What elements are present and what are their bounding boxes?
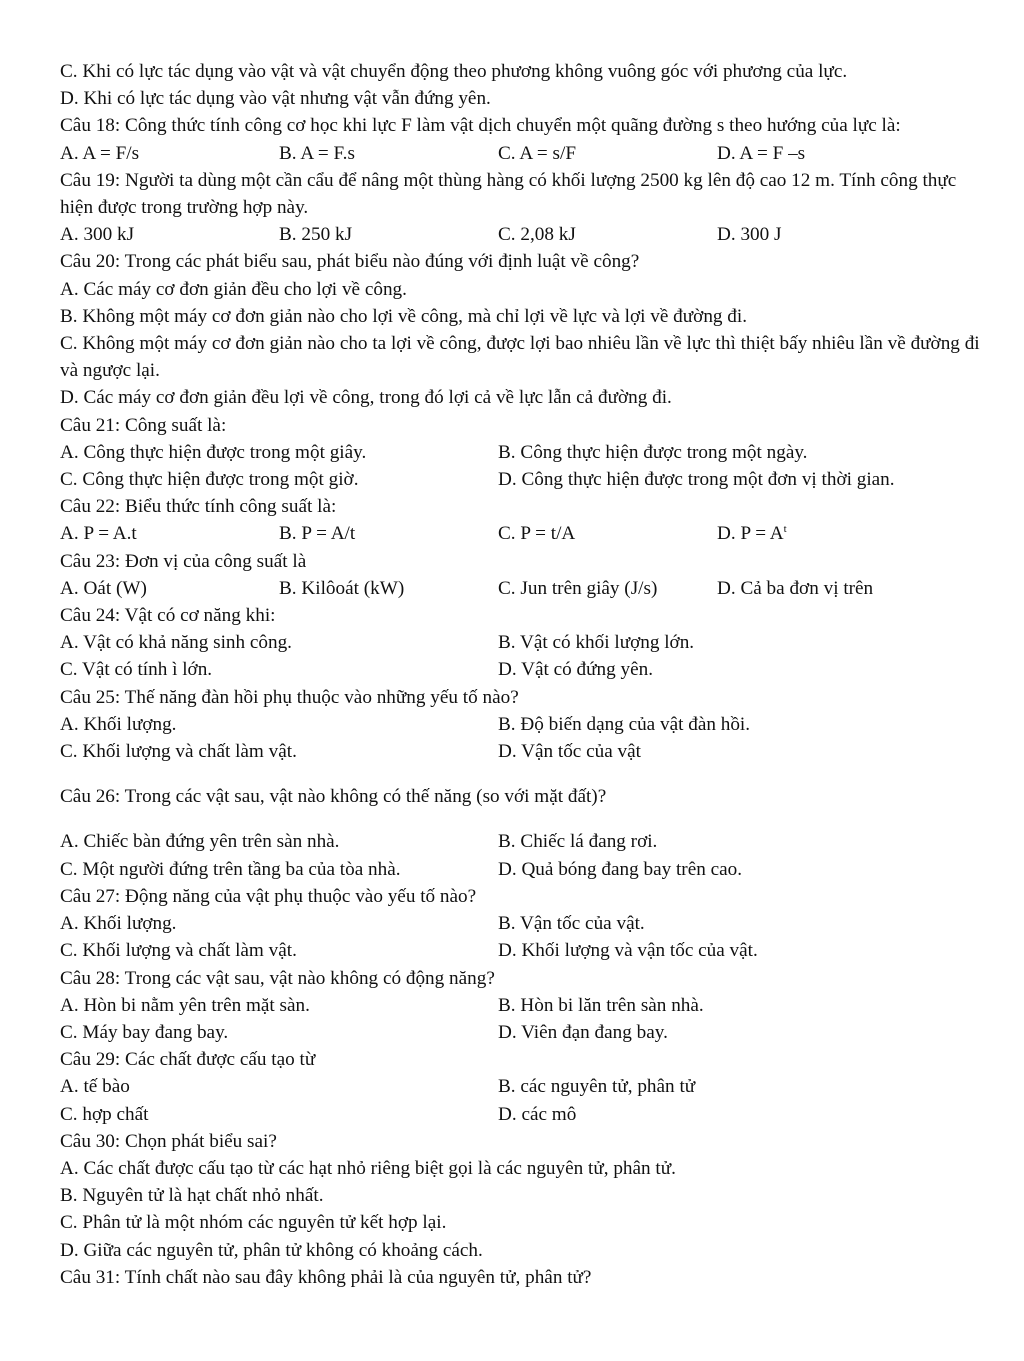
question-27-options-cd xyxy=(60,937,994,964)
option-d xyxy=(717,520,994,547)
question-28-options-ab xyxy=(60,992,994,1019)
option-c: C. Phân tử là một nhóm các nguyên tử kết hợp lại. xyxy=(60,1212,447,1234)
question-23-stem: Câu 23: Đơn vị của công suất là xyxy=(60,550,307,572)
option-a: A. tế bào xyxy=(60,1076,130,1098)
option-d: D. Giữa các nguyên tử, phân tử không có khoảng cách. xyxy=(60,1239,483,1261)
question-26-options-ab xyxy=(60,828,994,855)
option-d-line: D. Khi có lực tác dụng vào vật nhưng vật vẫn đứng yên. xyxy=(60,88,491,110)
option-a: A. Các máy cơ đơn giản đều cho lợi về công. xyxy=(60,278,407,300)
option-a: A. Các chất được cấu tạo từ các hạt nhỏ riêng biệt gọi là các nguyên tử, phân tử. xyxy=(60,1157,676,1179)
spacer xyxy=(60,765,994,783)
option-c: C. Máy bay đang bay. xyxy=(60,1021,229,1043)
option-a: A. Khối lượng. xyxy=(60,713,177,735)
question-26-stem: Câu 26: Trong các vật sau, vật nào không có thế năng (so với mặt đất)? xyxy=(60,786,607,808)
option-d-base: D. P = A xyxy=(717,523,784,545)
option-a: A. P = A.t xyxy=(60,523,137,545)
option-d: D. A = F –s xyxy=(717,142,806,164)
question-21-options-cd xyxy=(60,466,994,493)
option-a: A. 300 kJ xyxy=(60,224,135,246)
option-d: D. Vật có đứng yên. xyxy=(498,659,653,681)
question-25-options-ab xyxy=(60,711,994,738)
option-c: C. Không một máy cơ đơn giản nào cho ta lợi về công, được lợi bao nhiêu lần về lực thì thiệt bấy nhiêu lần về đường đi và ngược lại. xyxy=(60,333,980,382)
option-b: B. 250 kJ xyxy=(279,224,353,246)
question-29-options-cd xyxy=(60,1101,994,1128)
question-21-stem: Câu 21: Công suất là: xyxy=(60,414,227,436)
option-c: C. Khối lượng và chất làm vật. xyxy=(60,741,297,763)
question-28-options-cd xyxy=(60,1019,994,1046)
option-d: D. Cả ba đơn vị trên xyxy=(717,577,874,599)
question-26-options-cd xyxy=(60,856,994,883)
question-22-options xyxy=(60,520,994,547)
spacer xyxy=(60,810,994,828)
option-b: B. A = F.s xyxy=(279,142,355,164)
option-d: D. Vận tốc của vật xyxy=(498,741,641,763)
question-18-stem: Câu 18: Công thức tính công cơ học khi lực F làm vật dịch chuyển một quãng đường s theo hướng của lực là: xyxy=(60,115,901,137)
option-b: B. Hòn bi lăn trên sàn nhà. xyxy=(498,994,704,1016)
option-a: A. Oát (W) xyxy=(60,577,147,599)
option-d-superscript: t xyxy=(783,523,787,536)
question-23-options xyxy=(60,575,994,602)
question-18-options xyxy=(60,140,994,167)
question-29-stem: Câu 29: Các chất được cấu tạo từ xyxy=(60,1049,316,1071)
option-a: A. A = F/s xyxy=(60,142,140,164)
question-27-options-ab xyxy=(60,910,994,937)
option-b: B. Công thực hiện được trong một ngày. xyxy=(498,441,808,463)
option-d: D. Công thực hiện được trong một đơn vị thời gian. xyxy=(498,469,895,491)
option-c: C. Khối lượng và chất làm vật. xyxy=(60,940,297,962)
option-a: A. Công thực hiện được trong một giây. xyxy=(60,441,367,463)
option-c: C. P = t/A xyxy=(498,523,576,545)
question-25-options-cd xyxy=(60,738,994,765)
option-c: C. Jun trên giây (J/s) xyxy=(498,577,658,599)
option-d: D. Khối lượng và vận tốc của vật. xyxy=(498,940,758,962)
option-c-line: C. Khi có lực tác dụng vào vật và vật chuyển động theo phương không vuông góc với phương của lực. xyxy=(60,61,848,82)
option-c: C. A = s/F xyxy=(498,142,577,164)
question-20-stem: Câu 20: Trong các phát biểu sau, phát biểu nào đúng với định luật về công? xyxy=(60,251,640,273)
option-b: B. Nguyên tử là hạt chất nhỏ nhất. xyxy=(60,1185,324,1207)
question-24-options-ab xyxy=(60,629,994,656)
question-19-options xyxy=(60,221,994,248)
option-b: B. Vật có khối lượng lớn. xyxy=(498,632,695,654)
option-a: A. Vật có khả năng sinh công. xyxy=(60,632,292,654)
option-a: A. Chiếc bàn đứng yên trên sàn nhà. xyxy=(60,831,340,853)
question-24-options-cd xyxy=(60,656,994,683)
question-24-stem: Câu 24: Vật có cơ năng khi: xyxy=(60,605,276,627)
option-b: B. Kilôoát (kW) xyxy=(279,577,405,599)
option-c: C. Công thực hiện được trong một giờ. xyxy=(60,469,359,491)
option-b: B. P = A/t xyxy=(279,523,356,545)
option-a: A. Khối lượng. xyxy=(60,913,177,935)
option-b: B. Vận tốc của vật. xyxy=(498,913,645,935)
option-c: C. 2,08 kJ xyxy=(498,224,576,246)
option-d: D. Quả bóng đang bay trên cao. xyxy=(498,858,743,880)
question-22-stem: Câu 22: Biểu thức tính công suất là: xyxy=(60,496,337,518)
option-b: B. Độ biến dạng của vật đàn hồi. xyxy=(498,713,751,735)
question-31-stem: Câu 31: Tính chất nào sau đây không phải là của nguyên tử, phân tử? xyxy=(60,1266,592,1288)
option-d: D. các mô xyxy=(498,1103,577,1125)
question-25-stem: Câu 25: Thế năng đàn hồi phụ thuộc vào những yếu tố nào? xyxy=(60,686,519,708)
question-28-stem: Câu 28: Trong các vật sau, vật nào không có động năng? xyxy=(60,967,495,989)
option-b: B. Chiếc lá đang rơi. xyxy=(498,831,658,853)
option-d: D. Viên đạn đang bay. xyxy=(498,1021,668,1043)
option-d: D. Các máy cơ đơn giản đều lợi về công, trong đó lợi cả về lực lẫn cả đường đi. xyxy=(60,387,672,409)
option-a: A. Hòn bi nằm yên trên mặt sàn. xyxy=(60,994,310,1016)
option-d: D. 300 J xyxy=(717,224,782,246)
question-29-options-ab xyxy=(60,1073,994,1100)
question-27-stem: Câu 27: Động năng của vật phụ thuộc vào yếu tố nào? xyxy=(60,885,477,907)
option-c: C. Vật có tính ì lớn. xyxy=(60,659,213,681)
question-21-options-ab xyxy=(60,439,994,466)
option-c: C. hợp chất xyxy=(60,1103,149,1125)
option-b: B. Không một máy cơ đơn giản nào cho lợi về công, mà chỉ lợi về lực và lợi về đường đi. xyxy=(60,305,748,327)
option-b: B. các nguyên tử, phân tử xyxy=(498,1076,696,1098)
question-30-stem: Câu 30: Chọn phát biểu sai? xyxy=(60,1130,277,1152)
question-19-stem: Câu 19: Người ta dùng một cần cẩu để nâng một thùng hàng có khối lượng 2500 kg lên độ cao 12 m. Tính công thực hiện được trong trường hợp này. xyxy=(60,169,957,219)
option-c: C. Một người đứng trên tầng ba của tòa nhà. xyxy=(60,858,401,880)
